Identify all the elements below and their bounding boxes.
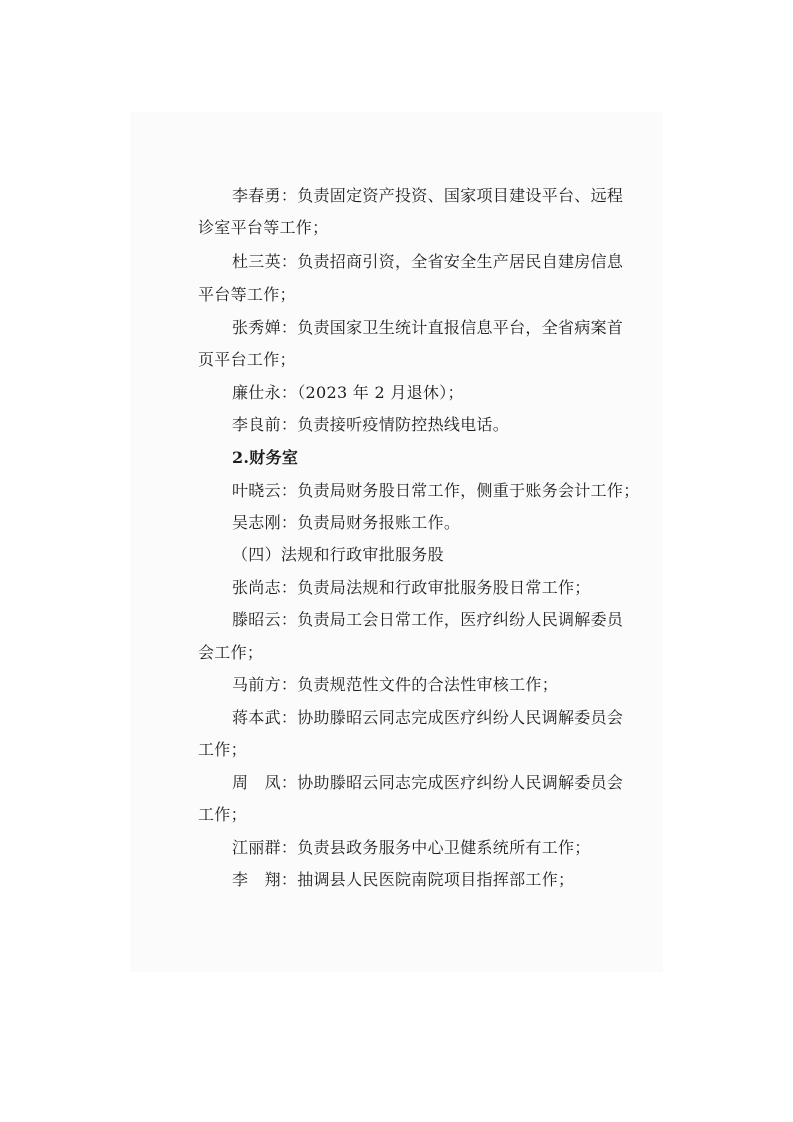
text-line: 滕昭云：负责局工会日常工作，医疗纠纷人民调解委员 (232, 610, 624, 629)
text-line: 张秀婵：负责国家卫生统计直报信息平台，全省病案首 (232, 318, 624, 337)
text-line: 李春勇：负责固定资产投资、国家项目建设平台、远程 (232, 186, 624, 205)
subsection-heading: 2.财务室 (232, 448, 299, 467)
text-line: 工作； (198, 805, 247, 824)
text-line: 周 凤：协助滕昭云同志完成医疗纠纷人民调解委员会 (232, 773, 624, 792)
section-heading: （四）法规和行政审批服务股 (232, 545, 444, 564)
text-line: 马前方：负责规范性文件的合法性审核工作； (232, 675, 559, 694)
text-line: 叶晓云：负责局财务股日常工作，侧重于账务会计工作； (232, 481, 640, 500)
text-line: 李良前：负责接听疫情防控热线电话。 (232, 415, 510, 434)
text-line: 工作； (198, 740, 247, 759)
text-line: 蒋本武：协助滕昭云同志完成医疗纠纷人民调解委员会 (232, 708, 624, 727)
text-line: 页平台工作； (198, 350, 296, 369)
text-line: 会工作； (198, 643, 264, 662)
text-line: 诊室平台等工作； (198, 218, 329, 237)
text-line: 江丽群：负责县政务服务中心卫健系统所有工作； (232, 838, 591, 857)
text-line: 吴志刚：负责局财务报账工作。 (232, 513, 461, 532)
text-line: 李 翔：抽调县人民医院南院项目指挥部工作； (232, 870, 575, 889)
text-line: 张尚志：负责局法规和行政审批服务股日常工作； (232, 578, 591, 597)
text-line: 杜三英：负责招商引资，全省安全生产居民自建房信息 (232, 252, 624, 271)
text-line: 廉仕永：（2023 年 2 月退休）； (232, 383, 464, 402)
text-line: 平台等工作； (198, 285, 296, 304)
